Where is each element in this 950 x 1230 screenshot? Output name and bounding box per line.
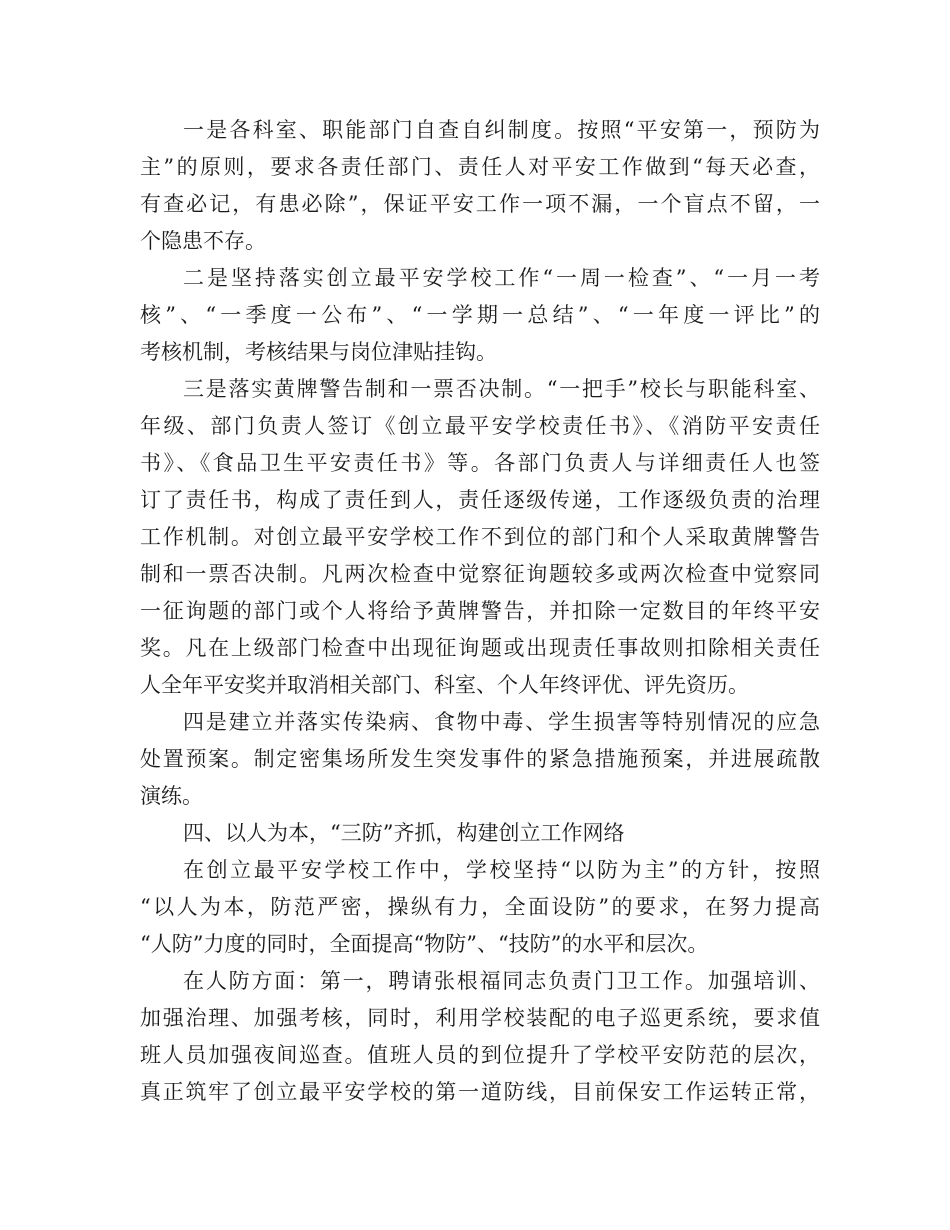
- text-line: 加强治理、加强考核，同时，利用学校装配的电子巡更系统，要求值: [140, 1006, 820, 1030]
- text-line: 三是落实黄牌警告制和一票否决制。“一把手”校长与职能科室、: [183, 377, 820, 401]
- text-line: 班人员加强夜间巡查。值班人员的到位提升了学校平安防范的层次，: [140, 1043, 820, 1067]
- text-line: 二是坚持落实创立最平安学校工作“一周一检查”、“一月一考: [183, 266, 820, 290]
- text-line: 真正筑牢了创立最平安学校的第一道防线，目前保安工作运转正常，: [140, 1080, 820, 1104]
- text-line: 年级、部门负责人签订《创立最平安学校责任书》、《消防平安责任: [140, 414, 820, 438]
- document-body: [140, 112, 820, 1111]
- text-line: 人全年平安奖并取消相关部门、科室、个人年终评优、评先资历。: [140, 673, 749, 697]
- text-line: 书》、《食品卫生平安责任书》等。各部门负责人与详细责任人也签: [140, 451, 820, 475]
- text-line: 在人防方面：第一，聘请张根福同志负责门卫工作。加强培训、: [183, 969, 820, 993]
- text-line: 一征询题的部门或个人将给予黄牌警告，并扣除一定数目的年终平安: [140, 599, 820, 623]
- text-line: 在创立最平安学校工作中，学校坚持“以防为主”的方针，按照: [183, 858, 820, 882]
- text-line: 核”、“一季度一公布”、“一学期一总结”、“一年度一评比”的: [140, 303, 820, 327]
- text-line: 奖。凡在上级部门检查中出现征询题或出现责任事故则扣除相关责任: [140, 636, 820, 660]
- text-line: 四是建立并落实传染病、食物中毒、学生损害等特别情况的应急: [183, 710, 820, 734]
- text-line: 有查必记，有患必除”，保证平安工作一项不漏，一个盲点不留，一: [140, 192, 820, 216]
- text-line: 工作机制。对创立最平安学校工作不到位的部门和个人采取黄牌警告: [140, 525, 820, 549]
- text-line: 一是各科室、职能部门自查自纠制度。按照“平安第一，预防为: [183, 118, 820, 142]
- text-line: 处置预案。制定密集场所发生突发事件的紧急措施预案，并进展疏散: [140, 747, 820, 771]
- text-line: “人防”力度的同时，全面提高“物防”、“技防”的水平和层次。: [140, 932, 709, 956]
- text-line: 考核机制，考核结果与岗位津贴挂钩。: [140, 340, 497, 364]
- text-line: 个隐患不存。: [140, 229, 266, 253]
- text-line: 制和一票否决制。凡两次检查中觉察征询题较多或两次检查中觉察同: [140, 562, 820, 586]
- text-line: 四、以人为本，“三防”齐抓，构建创立工作网络: [183, 821, 625, 845]
- text-line: 主”的原则，要求各责任部门、责任人对平安工作做到“每天必查，: [140, 155, 820, 179]
- text-line: 订了责任书，构成了责任到人，责任逐级传递，工作逐级负责的治理: [140, 488, 820, 512]
- text-line: 演练。: [140, 784, 203, 808]
- text-line: “以人为本，防范严密，操纵有力，全面设防”的要求，在努力提高: [140, 895, 820, 919]
